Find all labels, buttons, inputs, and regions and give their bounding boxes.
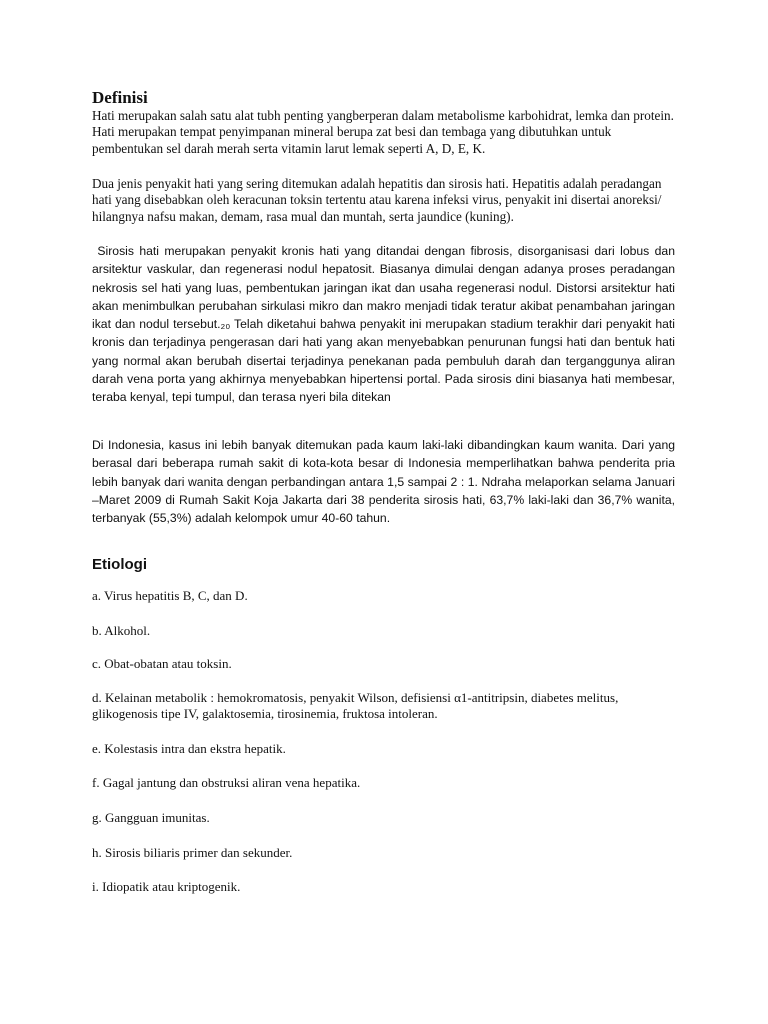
etiologi-item: a. Virus hepatitis B, C, dan D. <box>92 588 248 603</box>
sirosis-paragraph: Sirosis hati merupakan penyakit kronis hati yang ditandai dengan fibrosis, disorganisasi dari lobus dan arsitektur vaskular, dan regenerasi nodul hepatosit. Biasanya dimulai dengan adanya proses peradangan nekrosis sel hati yang luas, pembentukan jaringan ikat dan usaha regenerasi nodul. Distorsi arsitektur hati akan menimbulkan perubahan sirkulasi mikro dan makro menjadi tidak teratur akibat penambahan jaringan ikat dan nodul tersebut.₂₀ Telah diketahui bahwa penyakit ini merupakan stadium terakhir dari penyakit hati kronis dan terjadinya pengerasan dari hati yang akan menyebabkan penurunan fungsi hati dan bentuk hati yang normal akan berubah disertai terjadinya penekanan pada pembuluh darah dan terganggunya aliran darah vena porta yang akhirnya menyebabkan hipertensi portal. Pada sirosis dini biasanya hati membesar, teraba kenyal, tepi tumpul, dan terasa nyeri bila ditekan <box>92 244 675 405</box>
etiologi-item: b. Alkohol. <box>92 623 151 638</box>
etiologi-item: c. Obat-obatan atau toksin. <box>92 656 232 671</box>
etiologi-item: g. Gangguan imunitas. <box>92 810 210 825</box>
definisi-paragraph-2: Dua jenis penyakit hati yang sering ditemukan adalah hepatitis dan sirosis hati. Hepatitis adalah peradangan hati yang disebabkan oleh keracunan toksin tertentu atau karena infeksi virus, penyakit ini disertai anoreksi/ hilangnya nafsu makan, demam, rasa mual dan muntah, serta jaundice (kuning). <box>92 176 662 224</box>
heading-etiologi: Etiologi <box>92 556 147 573</box>
definisi-paragraph-1: Hati merupakan salah satu alat tubh penting yangberperan dalam metabolisme karbohidrat, lemka dan protein. Hati merupakan tempat penyimpanan mineral berupa zat besi dan tembaga yang dibutuhkan untuk pembentukan sel darah merah serta vitamin larut lemak seperti A, D, E, K. <box>92 108 674 156</box>
etiologi-item: h. Sirosis biliaris primer dan sekunder. <box>92 845 293 860</box>
heading-definisi: Definisi <box>92 88 148 107</box>
etiologi-item: f. Gagal jantung dan obstruksi aliran vena hepatika. <box>92 775 361 790</box>
etiologi-item: e. Kolestasis intra dan ekstra hepatik. <box>92 741 286 756</box>
etiologi-item: i. Idiopatik atau kriptogenik. <box>92 879 241 894</box>
etiologi-item: d. Kelainan metabolik : hemokromatosis, penyakit Wilson, defisiensi α1-antitripsin, diabetes melitus, glikogenosis tipe IV, galaktosemia, tirosinemia, fruktosa intoleran. <box>92 690 619 721</box>
indonesia-paragraph: Di Indonesia, kasus ini lebih banyak ditemukan pada kaum laki-laki dibandingkan kaum wanita. Dari yang berasal dari beberapa rumah sakit di kota-kota besar di Indonesia memperlihatkan bahwa penderita pria lebih banyak dari wanita dengan perbandingan antara 1,5 sampai 2 : 1. Ndraha melaporkan selama Januari –Maret 2009 di Rumah Sakit Koja Jakarta dari 38 penderita sirosis hati, 63,7% laki-laki dan 36,7% wanita, terbanyak (55,3%) adalah kelompok umur 40-60 tahun. <box>92 438 675 526</box>
